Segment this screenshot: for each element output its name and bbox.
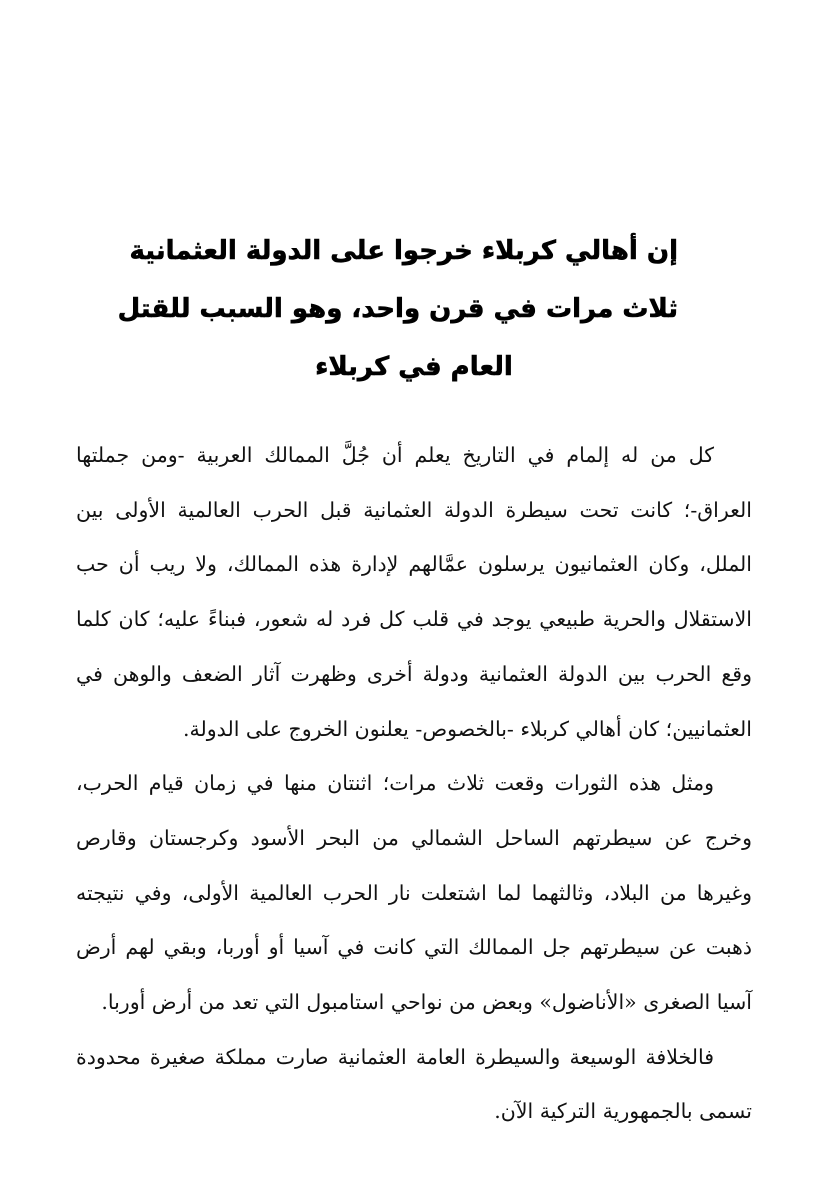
heading-line-3: العام في كربلاء	[315, 352, 513, 382]
paragraph-3: فالخلافة الوسيعة والسيطرة العامة العثمانية صارت مملكة صغيرة محدودة تسمى بالجمهورية التركية الآن.	[76, 1044, 752, 1124]
heading-line-1: إن أهالي كربلاء خرجوا على الدولة العثمانية	[129, 236, 678, 266]
paragraph-1: كل من له إلمام في التاريخ يعلم أن جُلَّ الممالك العربية -ومن جملتها العراق-؛ كانت تحت سيطرة الدولة العثمانية قبل الحرب العالمية الأولى بين الملل، وكان العثمانيون يرسلون عمَّالهم لإدارة هذه الممالك، ولا ريب أن حب الاستقلال والحرية طبيعي يوجد في قلب كل فرد له شعور، فبناءً عليه؛ كان كلما وقع الحرب بين الدولة العثمانية ودولة أخرى وظهرت آثار الضعف والوهن في العثمانيين؛ كان أهالي كربلاء -بالخصوص- يعلنون الخروج على الدولة.	[76, 443, 752, 741]
paragraph-2: ومثل هذه الثورات وقعت ثلاث مرات؛ اثنتان منها في زمان قيام الحرب، وخرج عن سيطرتهم الساحل الشمالي من البحر الأسود وكرجستان وقارص وغيرها من البلاد، وثالثهما لما اشتعلت نار الحرب العالمية الأولى، وفي نتيجته ذهبت عن سيطرتهم جل الممالك التي كانت في آسيا أو أوربا، وبقي لهم أرض آسيا الصغرى «الأناضول» وبعض من نواحي استامبول التي تعد من أرض أوربا.	[76, 771, 752, 1015]
heading-line-2: ثلاث مرات في قرن واحد، وهو السبب للقتل	[117, 294, 678, 324]
body-text	[76, 428, 752, 1139]
chapter-heading	[117, 222, 678, 396]
